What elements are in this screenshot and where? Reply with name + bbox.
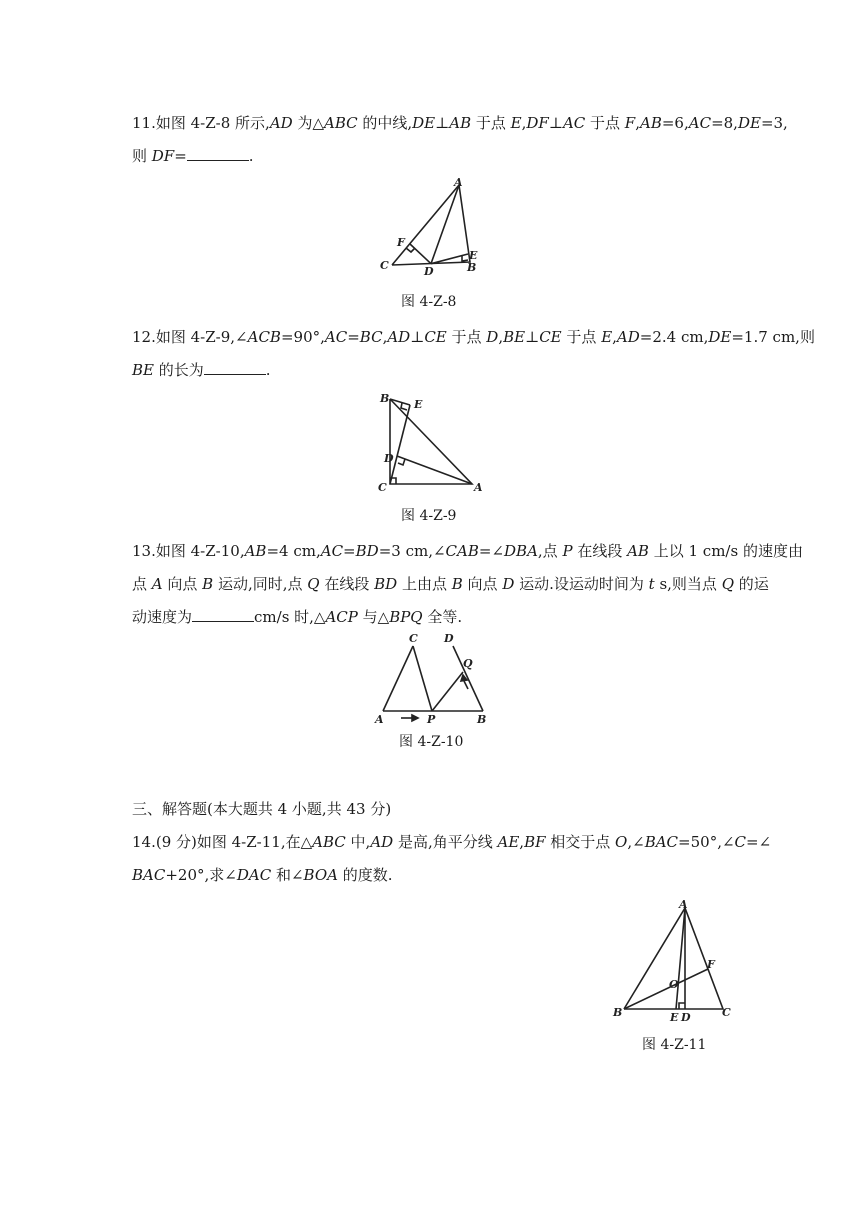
math-variable: AE	[497, 833, 520, 851]
answer-blank[interactable]	[204, 360, 266, 375]
math-variable: F	[624, 114, 636, 132]
text-run: .	[248, 147, 254, 165]
text-run: =3,	[760, 114, 788, 132]
q13-line2	[132, 574, 769, 594]
text-run: 于点	[561, 328, 602, 346]
fig8-label-e: E	[469, 249, 478, 262]
text-run: 全等.	[422, 608, 463, 626]
text-run: =6,	[661, 114, 689, 132]
math-variable: D	[502, 575, 515, 593]
text-run: 运动.设运动时间为	[514, 575, 649, 593]
fig9-label-d: D	[384, 452, 394, 465]
math-variable: B	[202, 575, 214, 593]
text-run: 是高,角平分线	[393, 833, 498, 851]
text-run: =2.4 cm,	[639, 328, 709, 346]
text-run: =∠	[478, 542, 505, 560]
math-variable: BF	[524, 833, 546, 851]
text-run: s,则当点	[654, 575, 722, 593]
math-variable: Q	[721, 575, 735, 593]
fig10-label-p: P	[427, 713, 436, 726]
text-run: =4 cm,	[266, 542, 321, 560]
text-run: 动速度为	[132, 608, 193, 626]
fig11-label-c: C	[722, 1006, 731, 1019]
text-run: 11.如图 4-Z-8 所示,	[132, 114, 270, 132]
text-run: 上以 1 cm/s 的速度由	[648, 542, 803, 560]
text-run: 12.如图 4-Z-9,∠	[132, 328, 248, 346]
text-run: ,∠	[627, 833, 645, 851]
text-run: =∠	[746, 833, 772, 851]
text-run: ⊥	[548, 114, 563, 132]
figure-4-z-9-caption: 图 4-Z-9	[401, 508, 457, 524]
math-variable: AC	[688, 114, 712, 132]
q14-line2	[132, 865, 393, 885]
fig8-label-d: D	[424, 265, 434, 278]
math-variable: BD	[374, 575, 398, 593]
math-variable: E	[601, 328, 613, 346]
math-variable: C	[734, 833, 747, 851]
text-run: =8,	[711, 114, 738, 132]
text-run: 为△	[292, 114, 324, 132]
math-variable: AB	[244, 542, 267, 560]
text-run: ⊥	[525, 328, 540, 346]
figure-4-z-8	[376, 176, 486, 276]
fig11-label-d: D	[681, 1011, 691, 1024]
text-run: 和∠	[271, 866, 304, 884]
text-run: 则	[132, 147, 152, 165]
text-run: 的运	[734, 575, 769, 593]
math-variable: BAC	[132, 866, 166, 884]
math-variable: O	[615, 833, 628, 851]
fig8-label-a: A	[454, 176, 463, 189]
text-run: ,	[635, 114, 640, 132]
text-run: 向点	[462, 575, 503, 593]
fig9-label-a: A	[474, 481, 483, 494]
text-run: 相交于点	[545, 833, 616, 851]
figure-4-z-11	[610, 896, 740, 1026]
math-variable: AD	[387, 328, 411, 346]
math-variable: AB	[640, 114, 662, 132]
text-run: 的度数.	[337, 866, 393, 884]
math-variable: BPQ	[389, 608, 423, 626]
figure-4-z-11-caption: 图 4-Z-11	[642, 1037, 707, 1053]
math-variable: t	[648, 575, 655, 593]
figure-4-z-10	[370, 630, 495, 730]
fig9-label-e: E	[414, 398, 423, 411]
math-variable: AB	[449, 114, 472, 132]
math-variable: BAC	[644, 833, 679, 851]
q13-line1	[132, 541, 803, 561]
figure-4-z-9	[376, 390, 491, 500]
text-run: ,点	[537, 542, 563, 560]
math-variable: A	[151, 575, 163, 593]
text-run: .	[265, 361, 271, 379]
text-run: 于点	[585, 114, 625, 132]
text-run: =	[343, 542, 356, 560]
fig10-label-c: C	[409, 632, 418, 645]
q13-line3	[132, 607, 462, 627]
math-variable: BE	[132, 361, 154, 379]
text-run: =90°,	[280, 328, 325, 346]
q11-line2	[132, 146, 254, 166]
math-variable: ABC	[323, 114, 358, 132]
math-variable: AB	[627, 542, 649, 560]
q12-line2	[132, 360, 271, 380]
math-variable: ACB	[247, 328, 281, 346]
math-variable: D	[486, 328, 499, 346]
text-run: 上由点	[397, 575, 452, 593]
figure-4-z-8-caption: 图 4-Z-8	[401, 294, 457, 310]
text-run: 于点	[471, 114, 511, 132]
text-run: 运动,同时,点	[213, 575, 308, 593]
text-run: 14.(9 分)如图 4-Z-11,在△	[132, 833, 313, 851]
text-run: =	[347, 328, 360, 346]
fig10-label-d: D	[444, 632, 454, 645]
fig11-label-b: B	[613, 1006, 623, 1019]
text-run: 的中线,	[357, 114, 413, 132]
text-run: ⊥	[435, 114, 450, 132]
fig9-label-b: B	[380, 392, 390, 405]
math-variable: Q	[307, 575, 320, 593]
math-variable: BE	[503, 328, 526, 346]
math-variable: DE	[708, 328, 732, 346]
math-variable: DE	[737, 114, 761, 132]
fig11-label-f: F	[707, 958, 715, 971]
math-variable: AC	[320, 542, 344, 560]
text-run: ⊥	[410, 328, 425, 346]
math-variable: BC	[359, 328, 383, 346]
fig11-label-e: E	[670, 1011, 679, 1024]
text-run: =	[174, 147, 187, 165]
math-variable: P	[562, 542, 573, 560]
math-variable: E	[510, 114, 522, 132]
math-variable: B	[451, 575, 463, 593]
fig8-label-b: B	[467, 261, 477, 274]
math-variable: AD	[370, 833, 394, 851]
answer-blank[interactable]	[192, 607, 254, 622]
text-run: 点	[132, 575, 152, 593]
fig10-label-a: A	[375, 713, 384, 726]
text-run: ,	[498, 328, 504, 346]
math-variable: AD	[616, 328, 640, 346]
math-variable: ACP	[325, 608, 358, 626]
text-run: 于点	[446, 328, 487, 346]
text-run: =3 cm,∠	[378, 542, 446, 560]
text-run: 13.如图 4-Z-10,	[132, 542, 245, 560]
text-run: +20°,求∠	[165, 866, 237, 884]
text-run: 在线段	[572, 542, 628, 560]
math-variable: BOA	[303, 866, 338, 884]
answer-blank[interactable]	[187, 146, 249, 161]
fig8-label-c: C	[380, 259, 389, 272]
math-variable: AC	[562, 114, 586, 132]
math-variable: DF	[526, 114, 549, 132]
math-variable: BD	[355, 542, 379, 560]
math-variable: ABC	[312, 833, 346, 851]
math-variable: DE	[412, 114, 436, 132]
section-3-heading: 三、解答题(本大题共 4 小题,共 43 分)	[132, 800, 392, 818]
text-run: ,	[521, 114, 527, 132]
fig10-label-b: B	[477, 713, 487, 726]
text-run: 在线段	[319, 575, 375, 593]
fig8-label-f: F	[397, 236, 405, 249]
fig11-label-o: O	[669, 978, 679, 991]
figure-4-z-10-caption: 图 4-Z-10	[399, 734, 464, 750]
fig10-label-q: Q	[463, 657, 473, 670]
text-run: cm/s 时,△	[254, 608, 326, 626]
q12-line1	[132, 327, 815, 347]
math-variable: DAC	[236, 866, 272, 884]
q11-line1	[132, 113, 788, 133]
text-run: 与△	[357, 608, 390, 626]
math-variable: DBA	[504, 542, 538, 560]
text-run: ,	[382, 328, 388, 346]
fig11-label-a: A	[679, 898, 688, 911]
text-run: 中,	[345, 833, 371, 851]
text-run: =50°,∠	[678, 833, 735, 851]
q14-line1	[132, 832, 771, 852]
math-variable: AC	[324, 328, 348, 346]
math-variable: CE	[424, 328, 447, 346]
math-variable: CAB	[445, 542, 479, 560]
math-variable: AD	[269, 114, 293, 132]
text-run: =1.7 cm,则	[731, 328, 815, 346]
text-run: 向点	[162, 575, 203, 593]
text-run: ,	[612, 328, 617, 346]
fig9-label-c: C	[378, 481, 387, 494]
math-variable: DF	[151, 147, 175, 165]
text-run: ,	[519, 833, 525, 851]
math-variable: CE	[539, 328, 562, 346]
text-run: 的长为	[153, 361, 204, 379]
